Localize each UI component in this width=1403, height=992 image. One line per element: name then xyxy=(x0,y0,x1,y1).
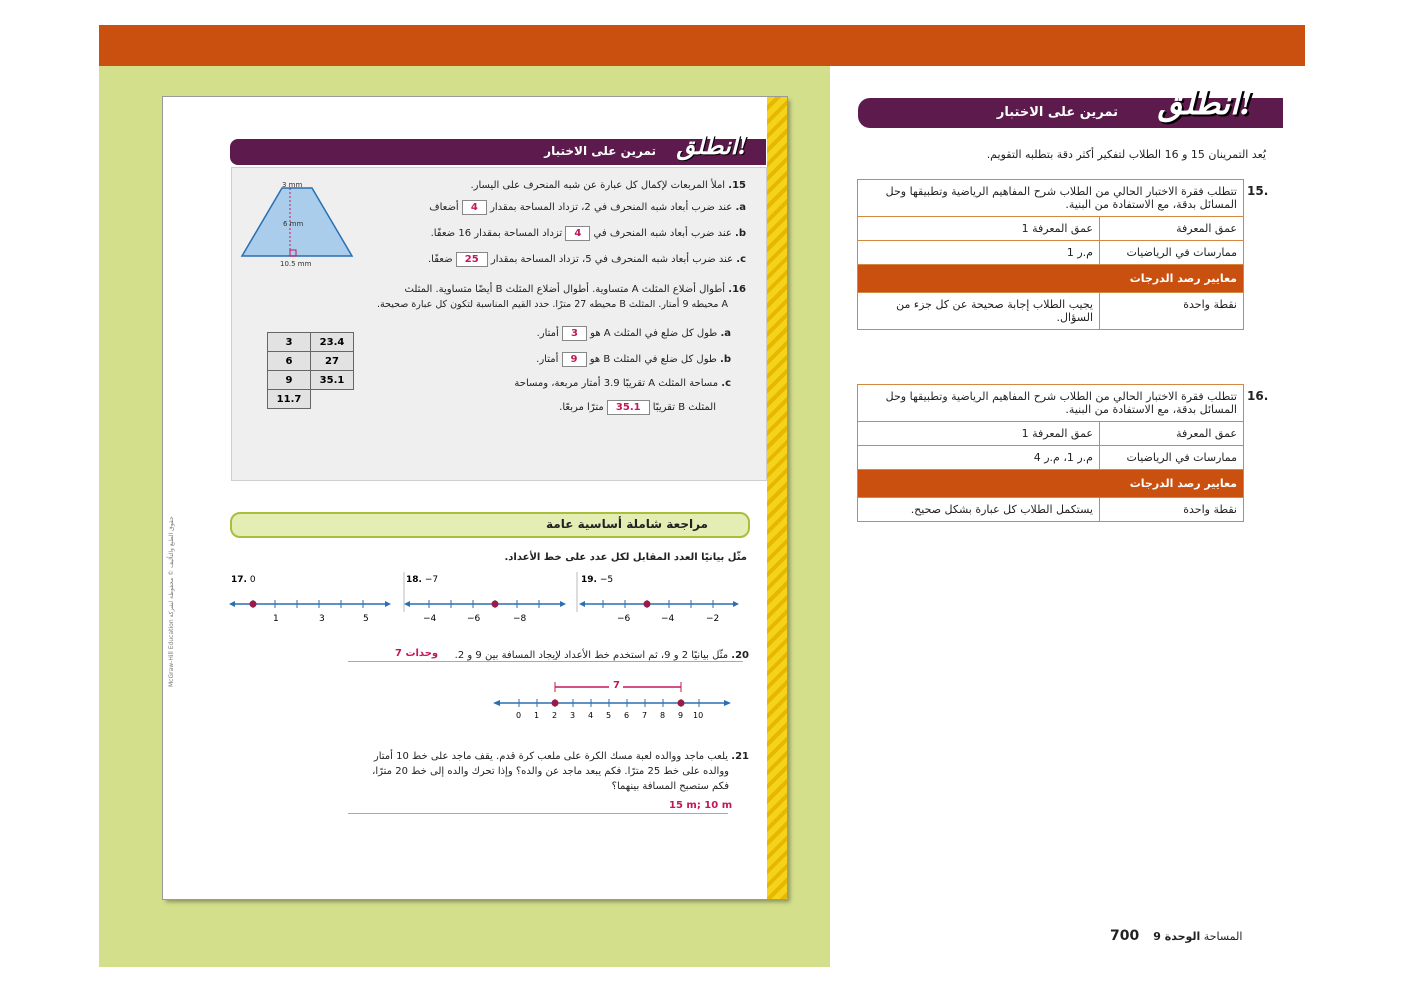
q21-answer-line xyxy=(348,813,728,814)
footer-unit: الوحدة 9 xyxy=(1153,930,1201,943)
q16-score-value: يستكمل الطلاب كل عبارة بشكل صحيح. xyxy=(910,503,1093,516)
q16-mp-value: م.ر 1، م.ر 4 xyxy=(1033,451,1093,464)
student-banner xyxy=(230,131,766,165)
choice-table xyxy=(267,332,354,409)
nl19-tick: −2 xyxy=(706,614,720,624)
nl20-tick: 6 xyxy=(624,711,630,720)
banner-subtitle: تمرين على الاختبار xyxy=(544,144,656,158)
q16-dok-value: عمق المعرفة 1 xyxy=(1021,427,1093,440)
q15b-answer-box[interactable]: 4 xyxy=(565,226,590,241)
q16-rubric xyxy=(857,384,1244,522)
choice-cell[interactable]: 9 xyxy=(268,371,311,390)
q16-rubric-head: معايير رصد الدرجات xyxy=(858,470,1243,497)
number-line-17 xyxy=(229,600,391,608)
q16-description: تتطلب فقرة الاختبار الحالي من الطلاب شرح المفاهيم الرياضية وتطبيقها وحل المسائل بدقة، مع الاستفادة من البنية. xyxy=(885,390,1237,416)
nl19-label: 19. −5 xyxy=(581,575,614,585)
q15-prompt: 15. املأ المربعات لإكمال كل عبارة عن شبه المنحرف على اليسار. xyxy=(470,180,746,191)
nl20-tick: 5 xyxy=(606,711,612,720)
page-number: 700 xyxy=(1110,928,1140,944)
q16a-answer-box[interactable]: 3 xyxy=(562,326,587,341)
point-18 xyxy=(492,601,499,608)
q15-number: 15. xyxy=(1247,184,1269,198)
q21-line2: ووالده على خط 25 مترًا. فكم يبعد ماجد عن والده؟ وإذا تحرك والده إلى خط 20 مترًا، xyxy=(372,766,729,777)
nl20-tick: 9 xyxy=(678,711,684,720)
nl17-tick: 5 xyxy=(363,614,369,624)
banner-logo: انطلق! xyxy=(1157,84,1253,122)
q16-prompt-2: A محيطه 9 أمتار. المثلث B محيطه 27 مترًا. حدد القيم المناسبة لتكون كل عبارة صحيحة. xyxy=(377,299,728,310)
nl17-tick: 1 xyxy=(273,614,279,624)
q16-dok-label: عمق المعرفة xyxy=(1099,422,1243,445)
choice-cell[interactable]: 6 xyxy=(268,352,311,371)
nl20-tick: 7 xyxy=(642,711,648,720)
choice-cell[interactable]: 35.1 xyxy=(311,371,354,390)
nl20-tick: 8 xyxy=(660,711,666,720)
q16c-answer-box[interactable]: 35.1 xyxy=(607,400,650,415)
choice-cell[interactable]: 11.7 xyxy=(268,390,311,409)
point-9 xyxy=(678,700,685,707)
q16-number: 16. xyxy=(1247,389,1269,403)
nl18-tick: −6 xyxy=(467,614,481,624)
q15c: c. عند ضرب أبعاد شبه المنحرف في 5، تزداد المساحة بمقدار 25 ضعفًا. xyxy=(427,254,746,265)
nl18-tick: −4 xyxy=(423,614,437,624)
q15-score-value: يجيب الطلاب إجابة صحيحة عن كل جزء من السؤال. xyxy=(896,298,1093,324)
q16a: a. طول كل ضلع في المثلث A هو 3 أمتار. xyxy=(536,328,731,339)
q16-mp-label: ممارسات في الرياضيات xyxy=(1099,446,1243,469)
nl20-tick: 2 xyxy=(552,711,558,720)
nl19-tick: −4 xyxy=(661,614,675,624)
trap-base-label: 10.5 mm xyxy=(280,260,312,268)
teacher-intro: يُعد التمرينان 15 و 16 الطلاب لتفكير أكثر دقة بتطلبه التقويم. xyxy=(986,148,1266,161)
choice-cell[interactable]: 3 xyxy=(268,333,311,352)
point-17 xyxy=(250,601,257,608)
nl20-tick: 0 xyxy=(516,711,522,720)
q15-dok-value: عمق المعرفة 1 xyxy=(1021,222,1093,235)
q15-mp-label: ممارسات في الرياضيات xyxy=(1099,241,1243,264)
choice-cell[interactable]: 27 xyxy=(311,352,354,371)
review-instructions: مثّل بيانيًا العدد المقابل لكل عدد على خط الأعداد. xyxy=(504,552,747,563)
number-line-18 xyxy=(404,600,566,608)
q15-rubric-head: معايير رصد الدرجات xyxy=(858,265,1243,292)
q20-prompt: 20. مثّل بيانيًا 2 و 9، ثم استخدم خط الأعداد لإيجاد المسافة بين 9 و 2. xyxy=(454,650,749,661)
teacher-banner xyxy=(858,84,1283,128)
q15c-answer-box[interactable]: 25 xyxy=(456,252,488,267)
review-header xyxy=(230,512,750,538)
nl18-label: 18. −7 xyxy=(406,575,439,585)
q15-rubric xyxy=(857,179,1244,330)
top-orange-bar xyxy=(99,25,1305,66)
nl17-label: 17. 0 xyxy=(231,575,256,585)
q21-line1: 21. يلعب ماجد ووالده لعبة مسك الكرة على ملعب كرة قدم. يقف ماجد على خط 10 أمتار xyxy=(373,751,749,762)
review-title: مراجعة شاملة أساسية عامة xyxy=(546,517,708,531)
banner-subtitle: تمرين على الاختبار xyxy=(996,105,1118,120)
q16c-line2: المثلث B تقريبًا 35.1 مترًا مربعًا. xyxy=(559,402,716,413)
q15-dok-label: عمق المعرفة xyxy=(1099,217,1243,240)
page-footer xyxy=(1110,928,1242,944)
copyright-text: McGraw-Hill Education حقوق الطبع والتأليف © محفوظة لشركة xyxy=(168,516,175,687)
q15-mp-value: م.ر 1 xyxy=(1066,246,1093,259)
nl20-tick: 1 xyxy=(534,711,540,720)
q15-description: تتطلب فقرة الاختبار الحالي من الطلاب شرح المفاهيم الرياضية وتطبيقها وحل المسائل بدقة، مع الاستفادة من البنية. xyxy=(885,185,1237,211)
yellow-edge-strip xyxy=(767,97,787,899)
trap-height-label: 6 mm xyxy=(283,220,304,228)
practice-box xyxy=(231,167,767,481)
student-page xyxy=(163,97,787,899)
q21-answer: 15 m; 10 m xyxy=(669,800,733,811)
q20-answer: 7 وحدات xyxy=(395,648,439,659)
q16-prompt-1: 16. أطوال أضلاع المثلث A متساوية. أطوال أضلاع المثلث B أيضًا متساوية. المثلث xyxy=(404,284,746,295)
number-line-19 xyxy=(579,600,739,608)
q15-score-label: نقطة واحدة xyxy=(1099,293,1243,329)
choice-cell[interactable]: 23.4 xyxy=(311,333,354,352)
q16-score-label: نقطة واحدة xyxy=(1099,498,1243,521)
q20-answer-line xyxy=(348,661,743,662)
q16b-answer-box[interactable]: 9 xyxy=(562,352,587,367)
nl18-tick: −8 xyxy=(513,614,527,624)
q16b: b. طول كل ضلع في المثلث B هو 9 أمتار. xyxy=(536,354,731,365)
q16c-line1: c. مساحة المثلث A تقريبًا 3.9 أمتار مربعة، ومساحة xyxy=(514,378,731,389)
q21-line3: فكم ستصبح المسافة بينهما؟ xyxy=(611,781,729,792)
trap-top-label: 3 mm xyxy=(282,181,303,189)
q15a-answer-box[interactable]: 4 xyxy=(462,200,487,215)
nl17-tick: 3 xyxy=(319,614,325,624)
q15b: b. عند ضرب أبعاد شبه المنحرف في 4 تزداد المساحة بمقدار 16 ضعفًا. xyxy=(430,228,746,239)
nl19-tick: −6 xyxy=(617,614,631,624)
nl20-tick: 4 xyxy=(588,711,594,720)
footer-topic: المساحة xyxy=(1203,930,1243,943)
q15a: a. عند ضرب أبعاد شبه المنحرف في 2، تزداد المساحة بمقدار 4 أضعاف xyxy=(429,202,746,213)
banner-logo: انطلق! xyxy=(676,131,748,160)
point-19 xyxy=(644,601,651,608)
point-2 xyxy=(552,700,559,707)
nl20-tick: 10 xyxy=(693,711,704,720)
q20-bracket-label: 7 xyxy=(613,680,620,691)
nl20-tick: 3 xyxy=(570,711,576,720)
